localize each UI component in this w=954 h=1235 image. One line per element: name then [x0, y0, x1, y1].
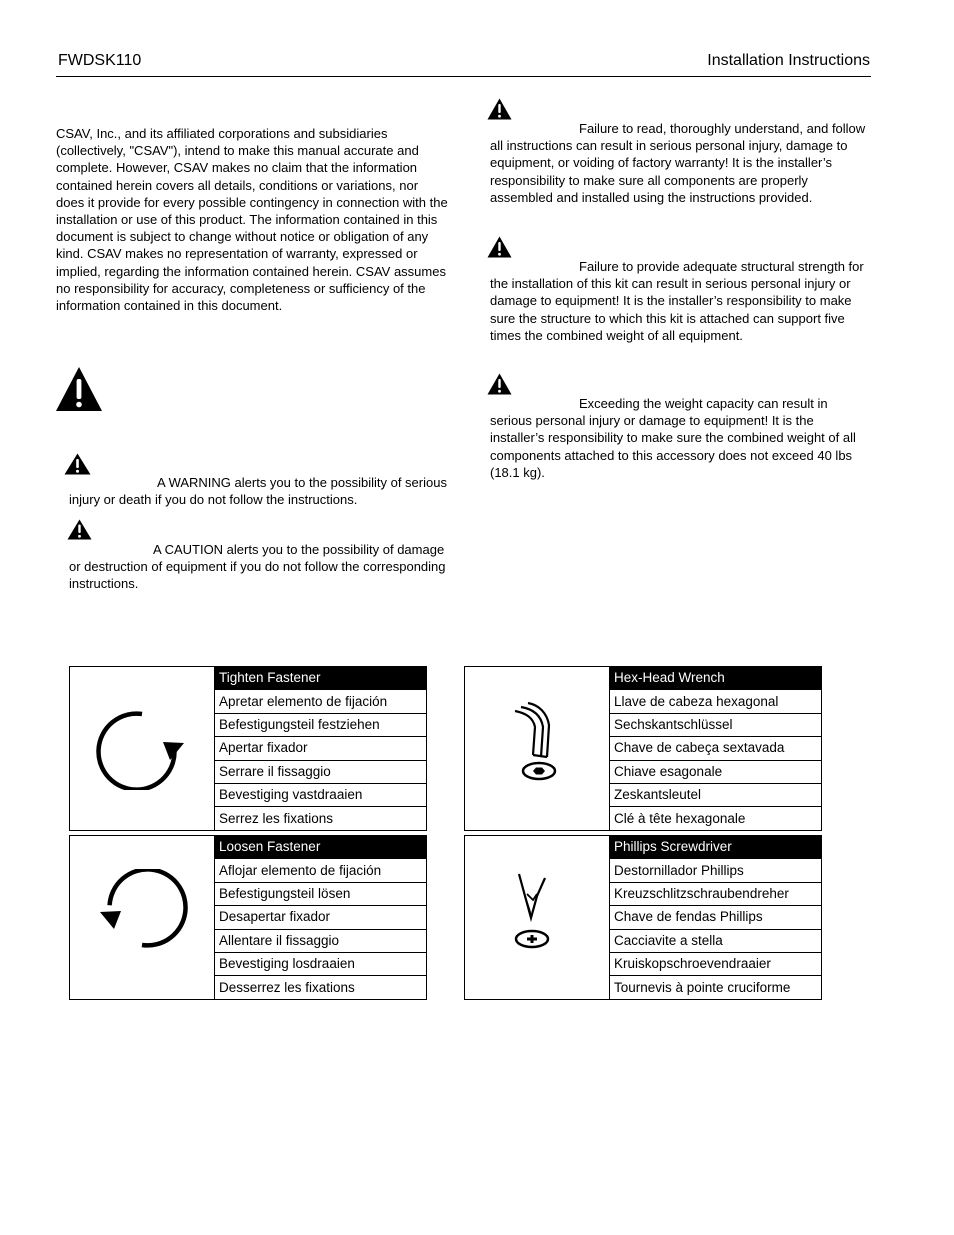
translation-es: Llave de cabeza hexagonal — [610, 690, 822, 713]
translation-it: Chiave esagonale — [610, 760, 822, 783]
warning-icon — [487, 98, 512, 120]
loosen-fastener-title: Loosen Fastener — [215, 836, 427, 859]
translation-it: Cacciavite a stella — [610, 929, 822, 952]
hex-wrench-icon — [487, 695, 587, 795]
document-type: Installation Instructions — [707, 52, 870, 69]
caution-legend — [69, 541, 449, 593]
translation-fr: Tournevis à pointe cruciforme — [610, 976, 822, 999]
translation-de: Befestigungsteil festziehen — [215, 713, 427, 736]
warning-structural — [490, 258, 870, 344]
translation-de: Kreuzschlitzschraubendreher — [610, 882, 822, 905]
warning-weight — [490, 395, 870, 481]
warning-legend-text: A WARNING alerts you to the possibility of serious injury or death if you do not follow the instructions. — [69, 475, 447, 508]
large-warning-icon — [55, 366, 103, 412]
warning-structural-text: Failure to provide adequate structural strength for the installation of this kit can result in serious personal injury or damage to equipment! It is the installer’s responsibility to make sure the structure to which this kit is attached can support five times the combined weight of all equipment. — [490, 259, 864, 343]
tighten-fastener-table — [69, 666, 427, 831]
header-rule — [56, 76, 871, 77]
warning-icon — [64, 453, 91, 475]
disclaimer-text: CSAV, Inc., and its affiliated corporations and subsidiaries (collectively, "CSAV"), intend to make this manual accurate and complete. However, CSAV makes no claim that the information contained herein covers all details, conditions or variations, nor does it provide for every possible contingency in connection with the installation or use of this product. The information contained in this document is subject to change without notice or obligation of any kind. CSAV makes no representation of warranty, expressed or implied, regarding the information contained herein. CSAV assumes no responsibility for accuracy, completeness or sufficiency of the information contained in this document. — [56, 126, 448, 314]
loosen-fastener-table — [69, 835, 427, 1000]
hex-wrench-icon-cell — [465, 667, 610, 831]
translation-pt: Desapertar fixador — [215, 906, 427, 929]
translation-de: Sechskantschlüssel — [610, 713, 822, 736]
warning-instructions-text: Failure to read, thoroughly understand, and follow all instructions can result in serious personal injury, damage to equipment, or voiding of factory warranty! It is the installer’s responsibility to make sure all components are properly assembled and installed using the instructions provided. — [490, 121, 866, 205]
phillips-screwdriver-title: Phillips Screwdriver — [610, 836, 822, 859]
translation-it: Serrare il fissaggio — [215, 760, 427, 783]
translation-pt: Chave de fendas Phillips — [610, 906, 822, 929]
translation-nl: Bevestiging losdraaien — [215, 952, 427, 975]
translation-es: Aflojar elemento de fijación — [215, 859, 427, 882]
phillips-screwdriver-icon — [487, 864, 587, 964]
tighten-clockwise-icon — [92, 700, 192, 790]
translation-pt: Apertar fixador — [215, 737, 427, 760]
hex-wrench-title: Hex-Head Wrench — [610, 667, 822, 690]
translation-nl: Bevestiging vastdraaien — [215, 783, 427, 806]
loosen-icon-cell — [70, 836, 215, 1000]
tighten-icon-cell — [70, 667, 215, 831]
translation-fr: Clé à tête hexagonale — [610, 807, 822, 830]
warning-icon — [487, 373, 512, 395]
translation-nl: Zeskantsleutel — [610, 783, 822, 806]
model-number: FWDSK110 — [58, 52, 142, 69]
caution-legend-text: A CAUTION alerts you to the possibility of damage or destruction of equipment if you do not follow the corresponding instructions. — [69, 542, 446, 592]
caution-icon — [67, 519, 92, 540]
translation-es: Apretar elemento de fijación — [215, 690, 427, 713]
translation-it: Allentare il fissaggio — [215, 929, 427, 952]
translation-fr: Desserrez les fixations — [215, 976, 427, 999]
translation-es: Destornillador Phillips — [610, 859, 822, 882]
phillips-screwdriver-icon-cell — [465, 836, 610, 1000]
translation-de: Befestigungsteil lösen — [215, 882, 427, 905]
loosen-counterclockwise-icon — [92, 869, 192, 959]
warning-weight-text: Exceeding the weight capacity can result in serious personal injury or damage to equipment! It is the installer’s responsibility to make sure the combined weight of all components attached to this accessory does not exceed 40 lbs (18.1 kg). — [490, 396, 856, 480]
translation-fr: Serrez les fixations — [215, 807, 427, 830]
tighten-fastener-title: Tighten Fastener — [215, 667, 427, 690]
warning-instructions — [490, 120, 870, 206]
hex-wrench-table — [464, 666, 822, 831]
translation-pt: Chave de cabeça sextavada — [610, 737, 822, 760]
phillips-screwdriver-table — [464, 835, 822, 1000]
warning-legend — [69, 474, 449, 508]
warning-icon — [487, 236, 512, 258]
translation-nl: Kruiskopschroevendraaier — [610, 952, 822, 975]
